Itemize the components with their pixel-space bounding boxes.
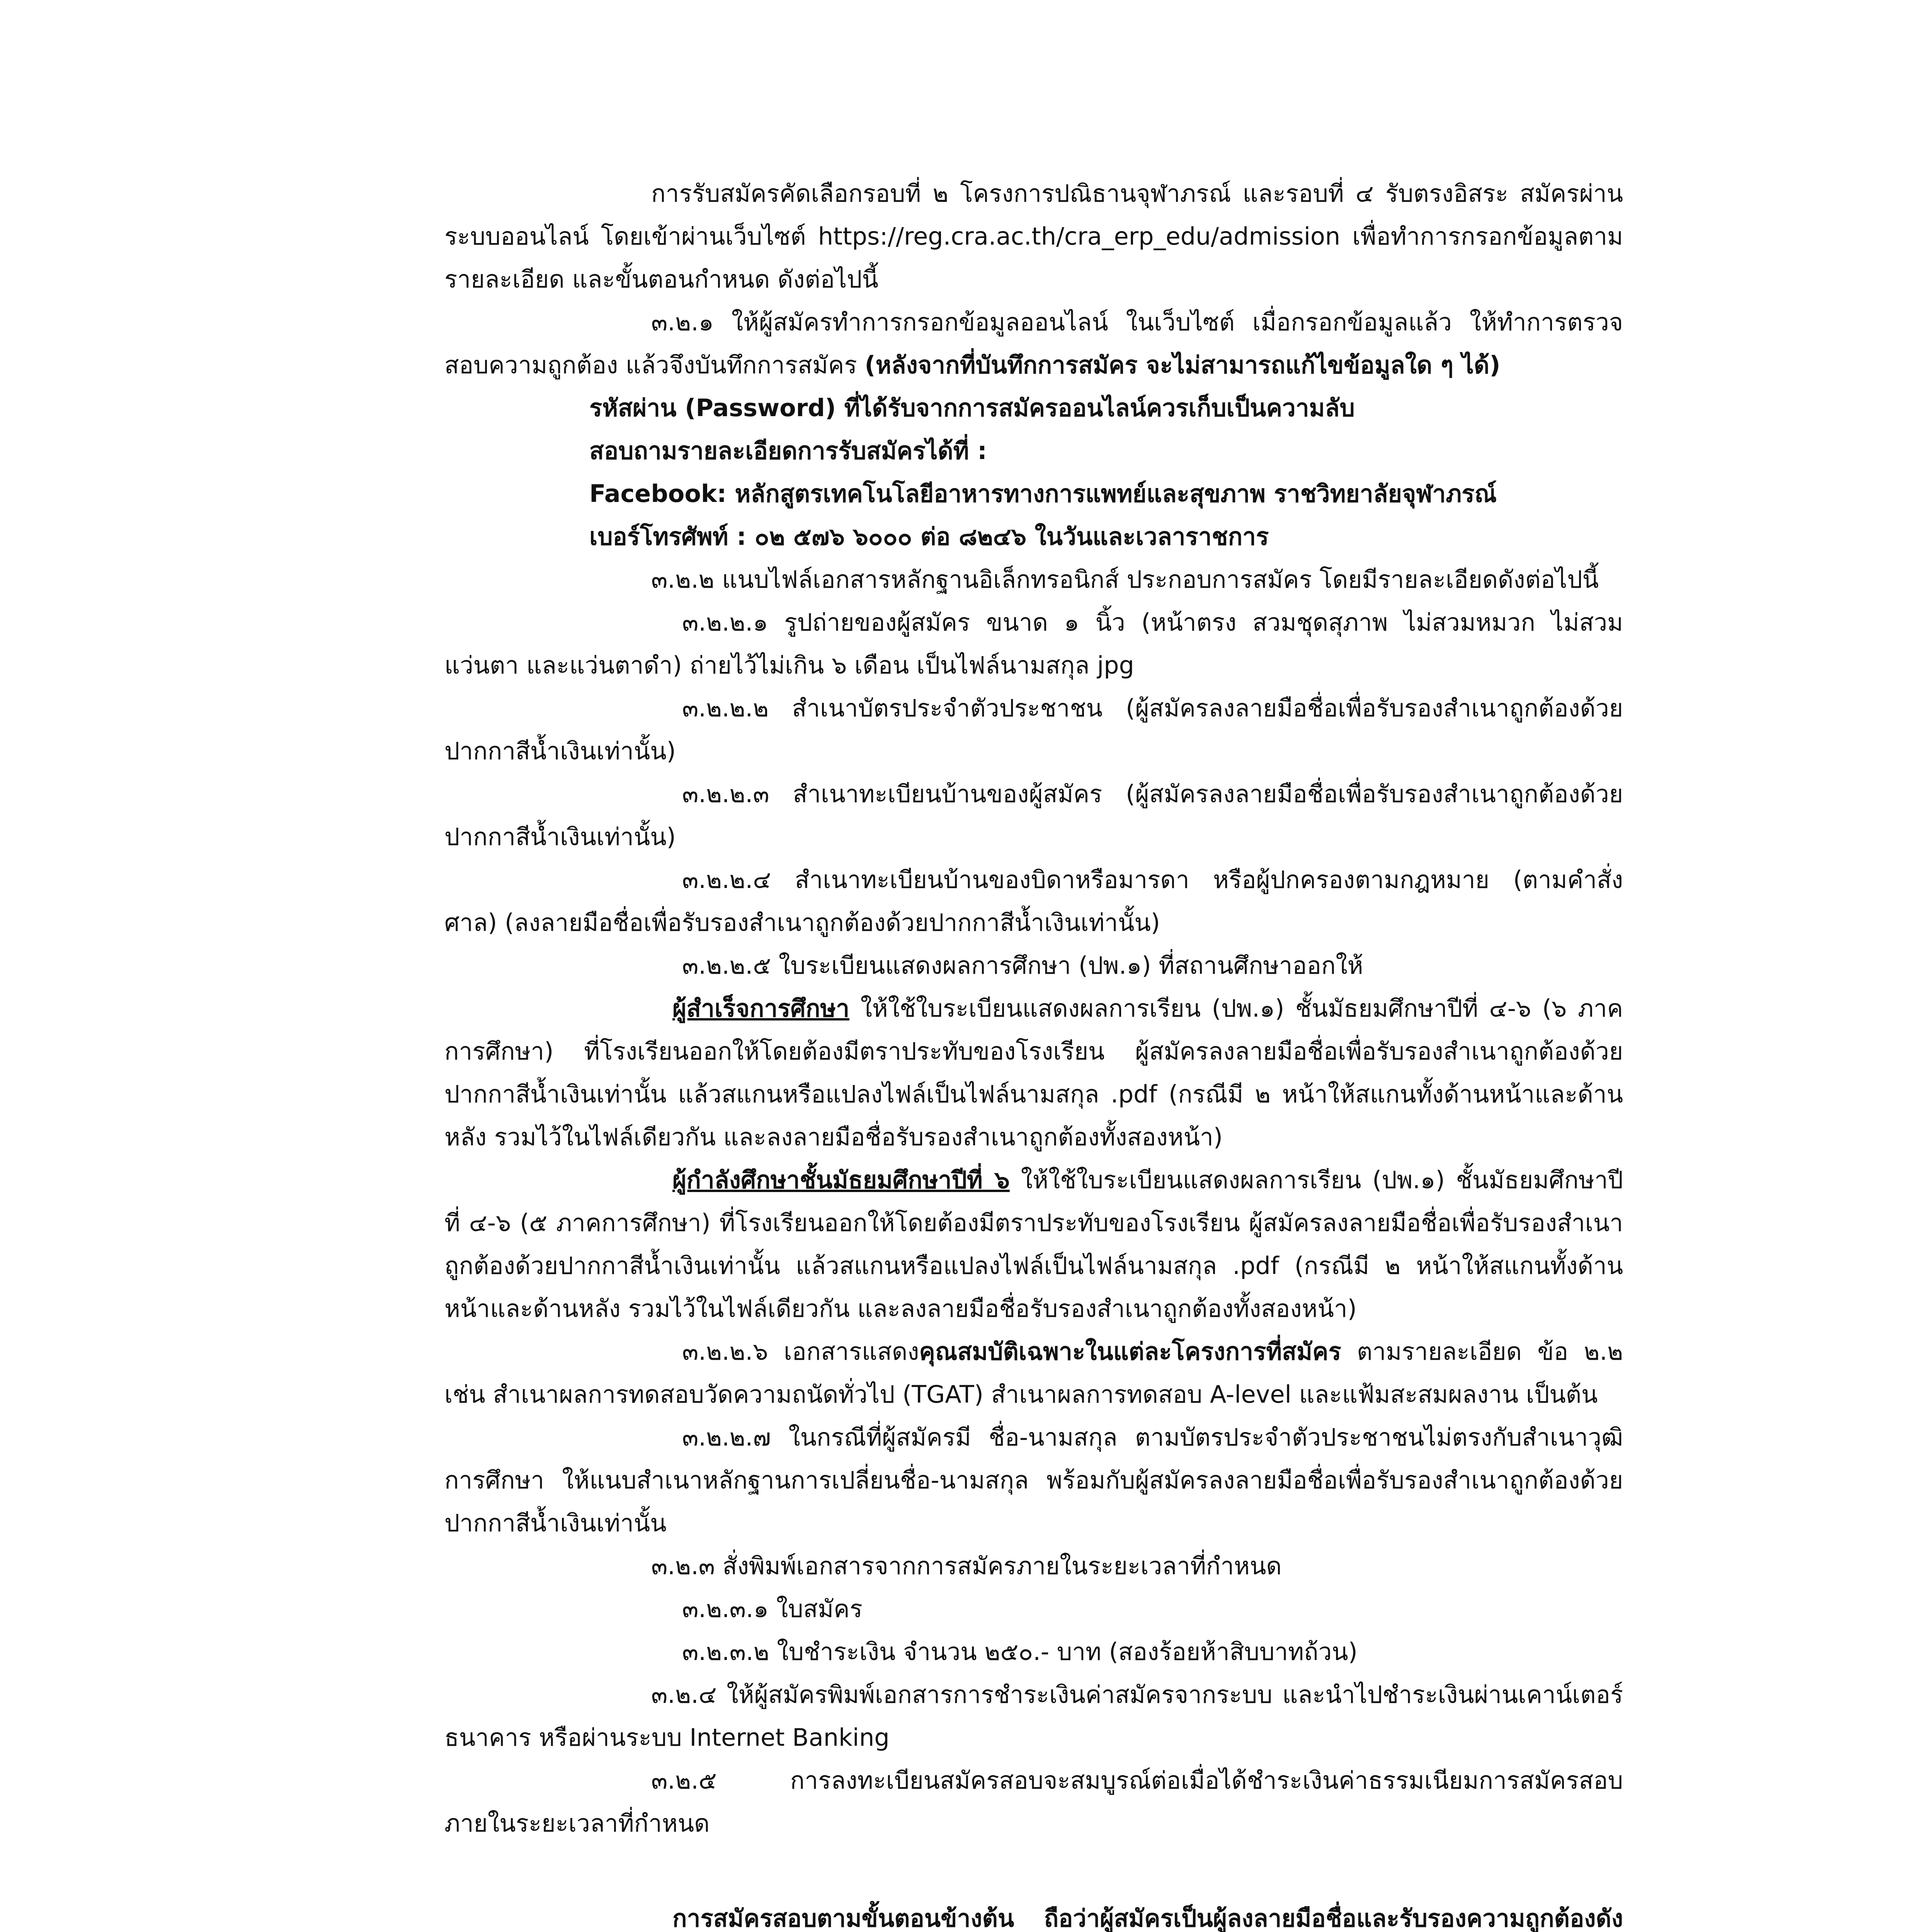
- item-3-2-2-2-text: ๓.๒.๒.๒ สำเนาบัตรประจำตัวประชาชน (ผู้สมัครลงลายมือชื่อเพื่อรับรองสำเนาถูกต้องด้วยปากกาสีน้ำเงินเท่านั้น): [444, 694, 1623, 765]
- student-label: ผู้กำลังศึกษาชั้นมัธยมศึกษาปีที่ ๖: [672, 1166, 1010, 1194]
- graduate-label: ผู้สำเร็จการศึกษา: [672, 994, 850, 1022]
- intro-text: การรับสมัครคัดเลือกรอบที่ ๒ โครงการปณิธานจุฬาภรณ์ และรอบที่ ๔ รับตรงอิสระ สมัครผ่านระบบออนไลน์ โดยเข้าผ่านเว็บไซต์ https://reg.cra.ac.th/cra_erp_edu/admission เพื่อทำการกรอกข้อมูลตามรายละเอียด และขั้นตอนกำหนด ดังต่อไปนี้: [444, 179, 1623, 293]
- item-3-2-2-6-emphasis: คุณสมบัติเฉพาะในแต่ละโครงการที่สมัคร: [919, 1337, 1341, 1366]
- legal-notice-text: การสมัครสอบตามขั้นตอนข้างต้น ถือว่าผู้สมัครเป็นผู้ลงลายมือชื่อและรับรองความถูกต้องดัง: [672, 1904, 1623, 1932]
- item-3-2-2-1-text: ๓.๒.๒.๑ รูปถ่ายของผู้สมัคร ขนาด ๑ นิ้ว (หน้าตรง สวมชุดสุภาพ ไม่สวมหมวก ไม่สวมแว่นตา และแว่นตาดำ) ถ่ายไว้ไม่เกิน ๖ เดือน เป็นไฟล์นามสกุล jpg: [444, 608, 1623, 679]
- item-3-2-2-1: [444, 601, 1623, 687]
- item-3-2-2-6: [444, 1330, 1623, 1416]
- password-note: รหัสผ่าน (Password) ที่ได้รับจากการสมัครออนไลน์ควรเก็บเป็นความลับ: [589, 394, 1355, 422]
- item-3-2-2: [444, 558, 1623, 601]
- item-3-2-1-text: ๓.๒.๑ ให้ผู้สมัครทำการกรอกข้อมูลออนไลน์ ในเว็บไซต์ เมื่อกรอกข้อมูลแล้ว ให้ทำการตรวจสอบความถูกต้อง แล้วจึงบันทึกการสมัคร: [444, 308, 1623, 379]
- document-body: [444, 172, 1623, 1932]
- item-3-2-2-text: ๓.๒.๒ แนบไฟล์เอกสารหลักฐานอิเล็กทรอนิกส์ ประกอบการสมัคร โดยมีรายละเอียดดังต่อไปนี้: [651, 565, 1599, 594]
- student-paragraph: [444, 1158, 1623, 1330]
- item-3-2-4: [444, 1673, 1623, 1759]
- phone-contact: เบอร์โทรศัพท์ : ๐๒ ๕๗๖ ๖๐๐๐ ต่อ ๘๒๔๖ ในวันและเวลาราชการ: [589, 522, 1269, 551]
- item-3-2-2-7: [444, 1416, 1623, 1544]
- intro-paragraph: [444, 172, 1623, 301]
- student-text: ให้ใช้ใบระเบียนแสดงผลการเรียน (ปพ.๑) ชั้นมัธยมศึกษาปีที่ ๔-๖ (๕ ภาคการศึกษา) ที่โรงเรียนออกให้โดยต้องมีตราประทับของโรงเรียน ผู้สมัครลงลายมือชื่อเพื่อรับรองสำเนาถูกต้องด้วยปากกาสีน้ำเงินเท่านั้น แล้วสแกนหรือแปลงไฟล์เป็นไฟล์นามสกุล .pdf (กรณีมี ๒ หน้าให้สแกนทั้งด้านหน้าและด้านหลัง รวมไว้ในไฟล์เดียวกัน และลงลายมือชื่อรับรองสำเนาถูกต้องทั้งสองหน้า): [444, 1166, 1623, 1323]
- item-3-2-2-2: [444, 687, 1623, 772]
- section-spacer: [444, 1845, 1623, 1897]
- item-3-2-3-2-text: ๓.๒.๓.๒ ใบชำระเงิน จำนวน ๒๕๐.- บาท (สองร้อยห้าสิบบาทถ้วน): [682, 1638, 1358, 1666]
- item-3-2-5-text: ๓.๒.๕ การลงทะเบียนสมัครสอบจะสมบูรณ์ต่อเมื่อได้ชำระเงินค่าธรรมเนียมการสมัครสอบภายในระยะเวลาที่กำหนด: [444, 1766, 1623, 1837]
- item-3-2-2-4-text: ๓.๒.๒.๔ สำเนาทะเบียนบ้านของบิดาหรือมารดา หรือผู้ปกครองตามกฎหมาย (ตามคำสั่งศาล) (ลงลายมือชื่อเพื่อรับรองสำเนาถูกต้องด้วยปากกาสีน้ำเงินเท่านั้น): [444, 866, 1623, 937]
- item-3-2-2-6-prefix: ๓.๒.๒.๖ เอกสารแสดง: [682, 1337, 919, 1366]
- item-3-2-3-1: [444, 1587, 1623, 1630]
- legal-notice: [444, 1897, 1623, 1932]
- item-3-2-2-3-text: ๓.๒.๒.๓ สำเนาทะเบียนบ้านของผู้สมัคร (ผู้สมัครลงลายมือชื่อเพื่อรับรองสำเนาถูกต้องด้วยปากกาสีน้ำเงินเท่านั้น): [444, 780, 1623, 851]
- graduate-text: ให้ใช้ใบระเบียนแสดงผลการเรียน (ปพ.๑) ชั้นมัธยมศึกษาปีที่ ๔-๖ (๖ ภาคการศึกษา) ที่โรงเรียนออกให้โดยต้องมีตราประทับของโรงเรียน ผู้สมัครลงลายมือชื่อเพื่อรับรองสำเนาถูกต้องด้วยปากกาสีน้ำเงินเท่านั้น แล้วสแกนหรือแปลงไฟล์เป็นไฟล์นามสกุล .pdf (กรณีมี ๒ หน้าให้สแกนทั้งด้านหน้าและด้านหลัง รวมไว้ในไฟล์เดียวกัน และลงลายมือชื่อรับรองสำเนาถูกต้องทั้งสองหน้า): [444, 994, 1623, 1151]
- item-3-2-5: [444, 1759, 1623, 1845]
- item-3-2-2-7-text: ๓.๒.๒.๗ ในกรณีที่ผู้สมัครมี ชื่อ-นามสกุล ตามบัตรประจำตัวประชาชนไม่ตรงกับสำเนาวุฒิการศึกษา ให้แนบสำเนาหลักฐานการเปลี่ยนชื่อ-นามสกุล พร้อมกับผู้สมัครลงลายมือชื่อเพื่อรับรองสำเนาถูกต้องด้วยปากกาสีน้ำเงินเท่านั้น: [444, 1423, 1623, 1537]
- graduate-paragraph: [444, 987, 1623, 1158]
- contact-heading: สอบถามรายละเอียดการรับสมัครได้ที่ :: [589, 437, 987, 465]
- item-3-2-2-4: [444, 858, 1623, 944]
- item-3-2-2-5: [444, 944, 1623, 987]
- item-3-2-3: [444, 1544, 1623, 1587]
- item-3-2-3-text: ๓.๒.๓ สั่งพิมพ์เอกสารจากการสมัครภายในระยะเวลาที่กำหนด: [651, 1552, 1282, 1580]
- item-3-2-4-text: ๓.๒.๔ ให้ผู้สมัครพิมพ์เอกสารการชำระเงินค่าสมัครจากระบบ และนำไปชำระเงินผ่านเคาน์เตอร์ ธนาคาร หรือผ่านระบบ Internet Banking: [444, 1680, 1623, 1752]
- item-3-2-2-6-suffix: ตามรายละเอียด ข้อ ๒.๒ เช่น สำเนาผลการทดสอบวัดความถนัดทั่วไป (TGAT) สำเนาผลการทดสอบ A-level และแฟ้มสะสมผลงาน เป็นต้น: [444, 1337, 1623, 1408]
- item-3-2-2-3: [444, 772, 1623, 858]
- item-3-2-3-2: [444, 1630, 1623, 1673]
- item-3-2-1: [444, 301, 1623, 386]
- facebook-contact: Facebook: หลักสูตรเทคโนโลยีอาหารทางการแพทย์และสุขภาพ ราชวิทยาลัยจุฬาภรณ์: [589, 480, 1497, 508]
- item-3-2-2-5-text: ๓.๒.๒.๕ ใบระเบียนแสดงผลการศึกษา (ปพ.๑) ที่สถานศึกษาออกให้: [682, 951, 1363, 980]
- item-3-2-3-1-text: ๓.๒.๓.๑ ใบสมัคร: [682, 1595, 863, 1623]
- item-3-2-1-warning: (หลังจากที่บันทึกการสมัคร จะไม่สามารถแก้ไขข้อมูลใด ๆ ได้): [864, 351, 1501, 379]
